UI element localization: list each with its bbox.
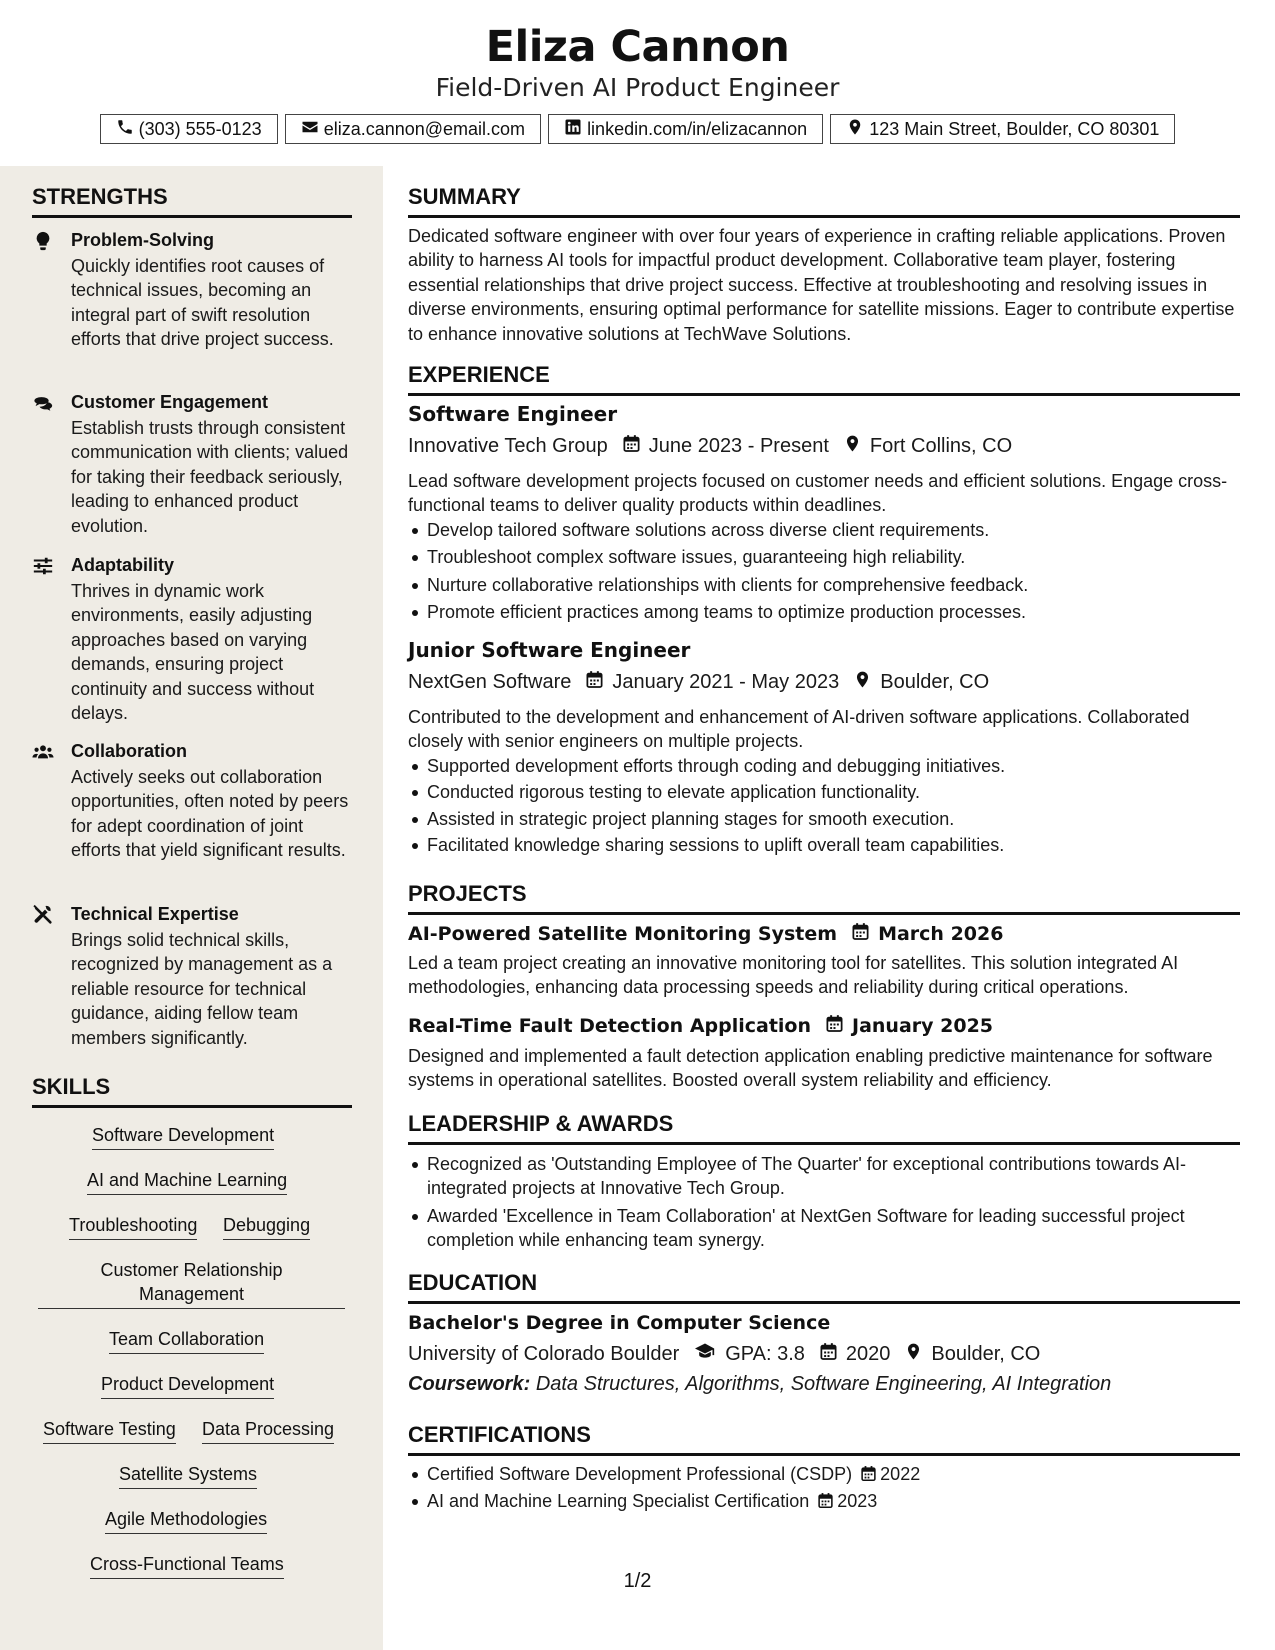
calendar-icon [852, 1464, 880, 1484]
job-location: Fort Collins, CO [869, 435, 1013, 457]
skill-tag: Agile Methodologies [105, 1507, 267, 1534]
project-title [408, 922, 1003, 946]
gpa: GPA: 3.8 [725, 1342, 805, 1365]
contact-address[interactable] [830, 114, 1175, 144]
job-location: Boulder, CO [880, 671, 990, 693]
map-pin-icon [837, 434, 862, 459]
map-pin-icon [846, 118, 864, 141]
job-bullet: Nurture collaborative relationships with clients for comprehensive feedback. [408, 573, 1238, 597]
skills-heading: SKILLS [32, 1074, 352, 1108]
skill-tag: Data Processing [202, 1417, 334, 1444]
contact-linkedin-text: linkedin.com/in/elizacannon [587, 118, 808, 139]
strength-description: Brings solid technical skills, recognized by management as a reliable resource for technical guidance, aiding fellow team members significantly. [71, 930, 333, 1048]
coursework [408, 1373, 1111, 1396]
job-bullet: Assisted in strategic project planning stages for smooth execution. [408, 807, 1238, 831]
strength-description: Thrives in dynamic work environments, easily adjusting approaches based on varying demands, ensuring project continuity and success without delays. [71, 581, 315, 724]
certification-name: AI and Machine Learning Specialist Certification [427, 1491, 810, 1512]
certifications-list [408, 1462, 1238, 1514]
summary-text: Dedicated software engineer with over four years of experience in crafting reliable applications. Proven ability to harness AI tools for impactful product development. Collaborative team player, fostering essential relationships that drive project success. Effective at troubleshooting and resolving issues in diverse environments, ensuring optimal performance for satellite missions. Eager to contribute expertise to enhance innovative solutions at TechWave Solutions. [408, 226, 1235, 344]
project-description: Led a team project creating an innovative monitoring tool for satellites. This solution integrated AI methodologies, enhancing data processing speeds and reliability during critical operations. [408, 953, 1179, 998]
lightbulb-icon [32, 230, 56, 254]
linkedin-icon [564, 118, 582, 141]
certification-name: Certified Software Development Professional (CSDP) [427, 1464, 853, 1484]
project-date: March 2026 [878, 923, 1004, 945]
skill-tag: Troubleshooting [69, 1213, 197, 1240]
company-name: Innovative Tech Group [408, 435, 608, 457]
skill-tag: Software Testing [43, 1417, 176, 1444]
graduation-cap-icon [687, 1341, 717, 1367]
job-meta [408, 670, 989, 695]
leadership-heading: LEADERSHIP & AWARDS [408, 1111, 1240, 1145]
leadership-bullets [408, 1152, 1238, 1253]
certification-item [408, 1462, 1238, 1486]
certification-year: 2023 [837, 1491, 878, 1512]
contact-email-text: eliza.cannon@email.com [323, 118, 526, 139]
chat-bubbles-icon [32, 392, 56, 416]
contact-linkedin[interactable] [548, 114, 823, 144]
coursework-label: Coursework: [408, 1373, 531, 1395]
strengths-heading: STRENGTHS [32, 184, 352, 218]
coursework-list: Data Structures, Algorithms, Software Engineering, AI Integration [535, 1373, 1112, 1395]
job-dates: June 2023 - Present [648, 435, 829, 457]
project-title [408, 1014, 993, 1038]
job-bullet: Develop tailored software solutions across diverse client requirements. [408, 518, 1238, 542]
page-number: 1/2 [623, 1570, 652, 1592]
contact-address-text: 123 Main Street, Boulder, CO 80301 [869, 118, 1160, 139]
calendar-icon [809, 1491, 837, 1511]
calendar-icon [813, 1342, 838, 1367]
strength-title: Problem-Solving [71, 230, 215, 250]
sliders-icon [32, 555, 56, 579]
job-bullet: Troubleshoot complex software issues, guaranteeing high reliability. [408, 545, 1238, 569]
school-name: University of Colorado Boulder [408, 1342, 680, 1365]
users-icon [32, 741, 56, 765]
skill-tag: Team Collaboration [109, 1327, 264, 1354]
education-heading: EDUCATION [408, 1270, 1240, 1304]
education-meta [408, 1341, 1040, 1367]
strength-title: Adaptability [71, 555, 175, 575]
contact-phone[interactable] [100, 114, 278, 144]
calendar-icon [616, 434, 641, 459]
experience-heading: EXPERIENCE [408, 362, 1240, 396]
job-bullet: Supported development efforts through coding and debugging initiatives. [408, 754, 1238, 778]
candidate-title: Field-Driven AI Product Engineer [435, 73, 840, 102]
job-bullets [408, 518, 1238, 625]
skill-tag: Customer Relationship Management [38, 1258, 345, 1309]
tools-icon [32, 904, 56, 928]
job-title: Software Engineer [408, 402, 618, 426]
job-meta [408, 434, 1012, 459]
contact-email[interactable] [285, 114, 541, 144]
strength-title: Technical Expertise [71, 904, 239, 924]
job-bullet: Facilitated knowledge sharing sessions to uplift overall team capabilities. [408, 833, 1238, 857]
job-bullet: Conducted rigorous testing to elevate application functionality. [408, 780, 1238, 804]
job-summary: Lead software development projects focused on customer needs and efficient solutions. Engage cross-functional teams to deliver quality products within deadlines. [408, 471, 1228, 516]
school-location: Boulder, CO [931, 1342, 1041, 1365]
sidebar [0, 166, 383, 1650]
degree-name: Bachelor's Degree in Computer Science [408, 1312, 831, 1334]
projects-heading: PROJECTS [408, 881, 1240, 915]
certification-item [408, 1489, 1238, 1513]
skill-tag: Satellite Systems [119, 1462, 257, 1489]
candidate-name: Eliza Cannon [485, 22, 790, 72]
summary-heading: SUMMARY [408, 184, 1240, 218]
resume-header [0, 0, 1275, 165]
project-date: January 2025 [852, 1015, 994, 1037]
skill-tag: Software Development [92, 1123, 274, 1150]
strength-title: Customer Engagement [71, 392, 269, 412]
contact-phone-text: (303) 555-0123 [138, 118, 262, 139]
skill-tag: AI and Machine Learning [87, 1168, 287, 1195]
skill-tag: Debugging [223, 1213, 310, 1240]
certification-year: 2022 [880, 1464, 921, 1484]
graduation-year: 2020 [845, 1342, 891, 1365]
strength-description: Actively seeks out collaboration opportunities, often noted by peers for adept coordination of joint efforts that yield significant results. [71, 767, 349, 861]
strength-description: Quickly identifies root causes of technical issues, becoming an integral part of swift resolution efforts that drive project success. [71, 256, 334, 350]
map-pin-icon [898, 1342, 923, 1367]
project-name: Real-Time Fault Detection Application [408, 1015, 812, 1037]
calendar-icon [845, 922, 870, 946]
calendar-icon [579, 670, 604, 695]
project-description: Designed and implemented a fault detection application enabling predictive maintenance for software systems in operational satellites. Boosted overall system reliability and efficiency. [408, 1046, 1213, 1091]
job-dates: January 2021 - May 2023 [612, 671, 840, 693]
job-summary: Contributed to the development and enhancement of AI-driven software applications. Collaborated closely with senior engineers on multiple projects. [408, 707, 1190, 752]
map-pin-icon [847, 670, 872, 695]
strength-description: Establish trusts through consistent communication with clients; valued for taking their feedback seriously, leading to enhanced product evolution. [71, 418, 349, 536]
calendar-icon [819, 1014, 844, 1038]
certifications-heading: CERTIFICATIONS [408, 1422, 1240, 1456]
skill-tag: Product Development [101, 1372, 274, 1399]
contact-bar [0, 114, 1275, 144]
job-title: Junior Software Engineer [408, 638, 691, 662]
strength-title: Collaboration [71, 741, 187, 761]
award-bullet: Awarded 'Excellence in Team Collaboration' at NextGen Software for leading successful project completion while enhancing team synergy. [408, 1204, 1238, 1253]
phone-icon [116, 118, 134, 141]
project-name: AI-Powered Satellite Monitoring System [408, 923, 838, 945]
envelope-icon [301, 118, 319, 141]
award-bullet: Recognized as 'Outstanding Employee of The Quarter' for exceptional contributions towards AI-integrated projects at Innovative Tech Group. [408, 1152, 1238, 1201]
job-bullet: Promote efficient practices among teams to optimize production processes. [408, 600, 1238, 624]
company-name: NextGen Software [408, 671, 572, 693]
skill-tag: Cross-Functional Teams [90, 1552, 284, 1579]
job-bullets [408, 754, 1238, 858]
